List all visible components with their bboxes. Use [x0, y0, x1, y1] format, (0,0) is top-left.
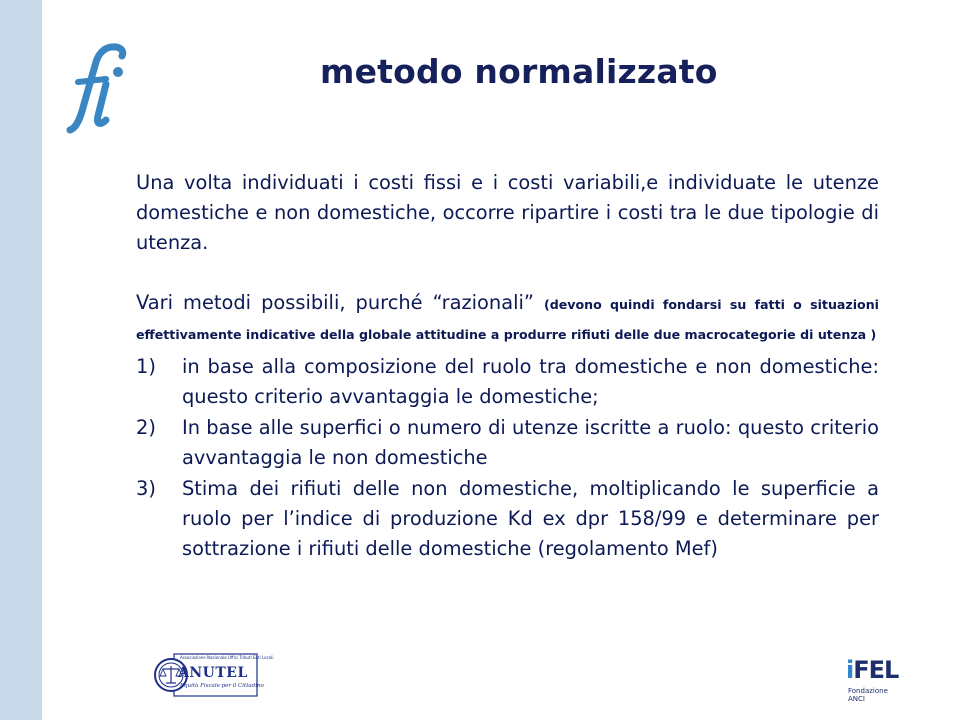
left-sidebar-stripe — [0, 0, 42, 720]
ifel-rest: FEL — [853, 656, 899, 684]
methods-note: (devono quindi fondarsi su fatti o situazioni effettivamente indicative della globale attitudine a produrre rifiuti delle due macrocategorie di utenza ) — [136, 297, 879, 342]
list-item-number: 2) — [136, 416, 156, 439]
list-item — [136, 413, 879, 473]
fi-logo-icon — [62, 42, 132, 142]
ifel-logo — [846, 656, 906, 703]
list-item-number: 3) — [136, 477, 156, 500]
page-title: metodo normalizzato — [320, 52, 718, 91]
list-item-text: In base alle superfici o numero di utenze iscritte a ruolo: questo criterio avvantaggia le non domestiche — [182, 416, 879, 469]
methods-list — [136, 352, 879, 564]
list-item-text: Stima dei rifiuti delle non domestiche, moltiplicando le superficie a ruolo per l’indice di produzione Kd ex dpr 158/99 e determinare per sottrazione i rifiuti delle domestiche (regolamento Mef) — [182, 477, 879, 560]
anutel-motto: Equità Fiscale per il Cittadino — [180, 683, 264, 689]
methods-paragraph — [136, 288, 879, 348]
ifel-i: i — [846, 656, 854, 684]
methods-lead: Vari metodi possibili, purché “razionali” — [136, 291, 534, 314]
list-item — [136, 474, 879, 564]
ifel-wordmark — [846, 656, 898, 684]
anutel-logo — [154, 653, 274, 697]
anutel-name: ANUTEL — [178, 665, 248, 681]
list-item-text: in base alla composizione del ruolo tra domestiche e non domestiche: questo criterio avvantaggia le domestiche; — [182, 355, 879, 408]
list-item — [136, 352, 879, 412]
list-item-number: 1) — [136, 355, 156, 378]
slide-content — [136, 168, 879, 565]
ifel-subtitle: Fondazione ANCI — [848, 687, 888, 703]
anutel-top-text: Associazione Nazionale Uffici Tributi Enti Locali — [180, 655, 274, 660]
intro-paragraph: Una volta individuati i costi fissi e i costi variabili,e individuate le utenze domestiche e non domestiche, occorre ripartire i costi tra le due tipologie di utenza. — [136, 171, 879, 254]
